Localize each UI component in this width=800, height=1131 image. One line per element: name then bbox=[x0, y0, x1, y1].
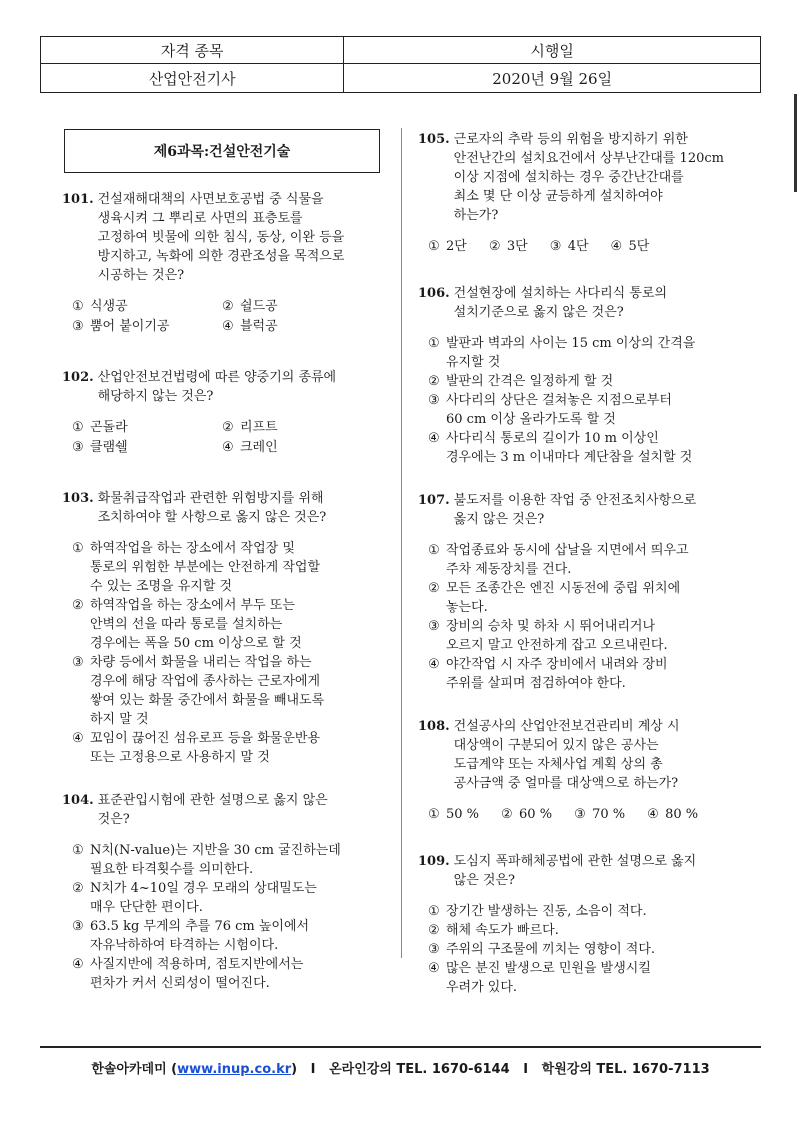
offline-lecture-phone: 학원강의 TEL. 1670-7113 bbox=[541, 1062, 710, 1077]
qualification-label: 자격 종목 bbox=[41, 37, 344, 64]
option-mark: ④ bbox=[428, 657, 440, 672]
page-footer bbox=[40, 1058, 761, 1077]
answer-options bbox=[428, 541, 748, 693]
option-1[interactable] bbox=[72, 841, 394, 879]
option-text: 크레인 bbox=[240, 440, 278, 455]
option-text: 장기간 발생하는 진동, 소음이 적다. bbox=[446, 904, 647, 919]
option-1[interactable] bbox=[72, 297, 222, 316]
option-text: 사다리식 통로의 길이가 10 m 이상인 경우에는 3 m 이내마다 계단참을 설치할 것 bbox=[446, 431, 693, 465]
option-text: 곤돌라 bbox=[90, 420, 128, 435]
option-3[interactable] bbox=[72, 917, 394, 955]
option-3[interactable] bbox=[574, 805, 625, 824]
question-stem: 근로자의 추락 등의 위험을 방지하기 위한 안전난간의 설치요건에서 상부난간대를 120cm 이상 지점에 설치하는 경우 중간난간대를 최소 몇 단 이상 균등하게 설치하여야 하는가? bbox=[453, 132, 724, 223]
footer-separator: I bbox=[310, 1062, 316, 1077]
online-lecture-phone: 온라인강의 TEL. 1670-6144 bbox=[329, 1062, 510, 1077]
option-mark: ④ bbox=[72, 957, 84, 972]
option-text: 식생공 bbox=[90, 299, 128, 314]
option-mark: ② bbox=[488, 239, 501, 254]
question-stem: 표준관입시험에 관한 설명으로 옳지 않은 것은? bbox=[97, 793, 328, 827]
option-1[interactable] bbox=[72, 418, 222, 437]
option-2[interactable] bbox=[428, 579, 748, 617]
option-2[interactable] bbox=[222, 297, 372, 316]
option-3[interactable] bbox=[72, 653, 394, 729]
option-1[interactable] bbox=[428, 541, 748, 579]
question-stem: 건설재해대책의 사면보호공법 중 식물을 생육시켜 그 뿌리로 사면의 표층토를 고정하여 빗물에 의한 침식, 동상, 이완 등을 방지하고, 녹화에 의한 경관조성을 목적으로 시공하는 것은? bbox=[97, 192, 345, 283]
exam-date-label: 시행일 bbox=[344, 37, 761, 64]
option-text: 야간작업 시 자주 장비에서 내려와 장비 주위를 살피며 점검하여야 한다. bbox=[446, 657, 668, 691]
option-4[interactable] bbox=[428, 655, 748, 693]
option-4[interactable] bbox=[428, 959, 748, 997]
option-text: 장비의 승차 및 하차 시 뛰어내리거나 오르지 말고 안전하게 잡고 오르내린다. bbox=[446, 619, 668, 653]
option-mark: ④ bbox=[428, 431, 440, 446]
option-text: N치(N-value)는 지반을 30 cm 굴진하는데 필요한 타격횟수를 의미한다. bbox=[90, 843, 341, 877]
answer-options bbox=[428, 237, 748, 256]
question-number: 102. bbox=[62, 370, 94, 385]
option-mark: ③ bbox=[428, 619, 440, 634]
option-text: 주위의 구조물에 끼치는 영향이 적다. bbox=[446, 942, 656, 957]
option-mark: ③ bbox=[72, 919, 84, 934]
option-1[interactable] bbox=[428, 805, 479, 824]
option-3[interactable] bbox=[72, 438, 222, 457]
option-text: 70 % bbox=[592, 807, 626, 822]
option-text: 발판의 간격은 일정하게 할 것 bbox=[446, 374, 614, 389]
question-107 bbox=[418, 491, 748, 693]
question-stem: 산업안전보건법령에 따른 양중기의 종류에 해당하지 않는 것은? bbox=[97, 370, 337, 404]
option-mark: ① bbox=[428, 336, 440, 351]
option-1[interactable] bbox=[428, 237, 467, 256]
option-2[interactable] bbox=[222, 418, 372, 437]
option-text: 리프트 bbox=[240, 420, 278, 435]
option-3[interactable] bbox=[428, 391, 748, 429]
question-stem: 건설현장에 설치하는 사다리식 통로의 설치기준으로 옳지 않은 것은? bbox=[453, 286, 667, 320]
option-mark: ③ bbox=[72, 655, 84, 670]
option-2[interactable] bbox=[428, 921, 748, 940]
option-2[interactable] bbox=[72, 596, 394, 653]
answer-options bbox=[428, 805, 748, 824]
option-mark: ④ bbox=[428, 961, 440, 976]
question-101 bbox=[62, 190, 394, 336]
option-1[interactable] bbox=[72, 539, 394, 596]
option-mark: ① bbox=[428, 543, 440, 558]
question-105 bbox=[418, 130, 748, 256]
option-3[interactable] bbox=[428, 617, 748, 655]
option-3[interactable] bbox=[550, 237, 589, 256]
option-text: 사다리의 상단은 걸쳐놓은 지점으로부터 60 cm 이상 올라가도록 할 것 bbox=[446, 393, 672, 427]
answer-options bbox=[72, 297, 394, 336]
option-text: 3단 bbox=[506, 239, 528, 254]
option-mark: ③ bbox=[72, 319, 84, 334]
option-4[interactable] bbox=[72, 955, 394, 993]
question-104 bbox=[62, 791, 394, 993]
footer-separator: I bbox=[523, 1062, 529, 1077]
option-text: 사질지반에 적용하며, 점토지반에서는 편차가 커서 신뢰성이 떨어진다. bbox=[90, 957, 304, 991]
option-mark: ① bbox=[72, 299, 84, 314]
answer-options bbox=[72, 418, 394, 457]
academy-name: 한솔아카데미 ( bbox=[91, 1062, 178, 1077]
option-text: 많은 분진 발생으로 민원을 발생시킬 우려가 있다. bbox=[446, 961, 651, 995]
option-text: 작업종료와 동시에 삽날을 지면에서 띄우고 주차 제동장치를 건다. bbox=[446, 543, 689, 577]
answer-options bbox=[72, 841, 394, 993]
option-mark: ③ bbox=[574, 807, 586, 822]
close-paren: ) bbox=[291, 1062, 298, 1077]
option-text: 블럭공 bbox=[240, 319, 278, 334]
option-mark: ③ bbox=[549, 239, 562, 254]
option-text: 80 % bbox=[665, 807, 699, 822]
footer-rule bbox=[40, 1046, 761, 1048]
option-mark: ② bbox=[222, 299, 234, 314]
option-mark: ② bbox=[501, 807, 513, 822]
question-number: 108. bbox=[418, 719, 450, 734]
subject-title: 제6과목:건설안전기술 bbox=[64, 129, 380, 173]
option-mark: ② bbox=[428, 374, 440, 389]
question-106 bbox=[418, 284, 748, 467]
academy-website-link[interactable]: www.inup.co.kr bbox=[177, 1062, 292, 1077]
option-4[interactable] bbox=[428, 429, 748, 467]
question-number: 105. bbox=[418, 132, 450, 147]
column-divider bbox=[401, 128, 402, 958]
question-stem: 화물취급작업과 관련한 위험방지를 위해 조치하여야 할 사항으로 옳지 않은 것은? bbox=[97, 491, 327, 525]
option-mark: ④ bbox=[610, 239, 623, 254]
right-column bbox=[418, 130, 748, 997]
option-text: 60 % bbox=[519, 807, 553, 822]
option-mark: ② bbox=[72, 598, 84, 613]
answer-options bbox=[428, 902, 748, 997]
option-mark: ① bbox=[72, 541, 84, 556]
option-mark: ① bbox=[428, 239, 440, 254]
exam-date-value: 2020년 9월 26일 bbox=[344, 64, 761, 93]
option-mark: ① bbox=[72, 420, 84, 435]
option-mark: ① bbox=[428, 807, 440, 822]
option-2[interactable] bbox=[428, 372, 748, 391]
question-stem: 불도저를 이용한 작업 중 안전조치사항으로 옳지 않은 것은? bbox=[453, 493, 697, 527]
option-text: 꼬임이 끊어진 섬유로프 등을 화물운반용 또는 고정용으로 사용하지 말 것 bbox=[90, 731, 321, 765]
question-stem: 건설공사의 산업안전보건관리비 계상 시 대상액이 구분되어 있지 않은 공사는 도급계약 또는 자체사업 계획 상의 총 공사금액 중 얼마를 대상액으로 하는가? bbox=[453, 719, 680, 791]
option-text: 하역작업을 하는 장소에서 작업장 및 통로의 위험한 부분에는 안전하게 작업할 수 있는 조명을 유지할 것 bbox=[90, 541, 321, 594]
option-4[interactable] bbox=[222, 438, 372, 457]
option-text: 2단 bbox=[446, 239, 467, 254]
option-text: 해체 속도가 빠르다. bbox=[446, 923, 559, 938]
page-edge-mark bbox=[794, 94, 797, 192]
question-number: 104. bbox=[62, 793, 94, 808]
option-text: 50 % bbox=[446, 807, 480, 822]
answer-options bbox=[72, 539, 394, 767]
question-stem: 도심지 폭파해체공법에 관한 설명으로 옳지 않은 것은? bbox=[453, 854, 697, 888]
option-text: 클램쉘 bbox=[90, 440, 128, 455]
option-text: 4단 bbox=[567, 239, 589, 254]
option-mark: ④ bbox=[72, 731, 84, 746]
option-4[interactable] bbox=[222, 317, 372, 336]
question-number: 103. bbox=[62, 491, 94, 506]
option-text: 쉴드공 bbox=[240, 299, 278, 314]
option-3[interactable] bbox=[428, 940, 748, 959]
exam-info-table bbox=[40, 36, 761, 93]
left-column bbox=[62, 190, 394, 993]
option-text: 63.5 kg 무게의 추를 76 cm 높이에서 자유낙하하여 타격하는 시험이다. bbox=[90, 919, 310, 953]
option-mark: ② bbox=[222, 420, 234, 435]
question-103 bbox=[62, 489, 394, 767]
option-2[interactable] bbox=[501, 805, 552, 824]
question-number: 101. bbox=[62, 192, 94, 207]
option-4[interactable] bbox=[611, 237, 650, 256]
question-number: 106. bbox=[418, 286, 450, 301]
option-text: N치가 4~10일 경우 모래의 상대밀도는 매우 단단한 편이다. bbox=[90, 881, 317, 915]
option-mark: ④ bbox=[222, 440, 234, 455]
option-mark: ① bbox=[72, 843, 84, 858]
option-mark: ③ bbox=[72, 440, 84, 455]
option-2[interactable] bbox=[489, 237, 528, 256]
option-1[interactable] bbox=[428, 902, 748, 921]
option-mark: ③ bbox=[428, 393, 440, 408]
question-number: 109. bbox=[418, 854, 450, 869]
option-4[interactable] bbox=[72, 729, 394, 767]
option-mark: ③ bbox=[428, 942, 440, 957]
option-text: 하역작업을 하는 장소에서 부두 또는 안벽의 선을 따라 통로를 설치하는 경우에는 폭을 50 cm 이상으로 할 것 bbox=[90, 598, 302, 651]
option-mark: ② bbox=[428, 581, 440, 596]
question-102 bbox=[62, 368, 394, 457]
option-mark: ② bbox=[72, 881, 84, 896]
option-text: 차량 등에서 화물을 내리는 작업을 하는 경우에 해당 작업에 종사하는 근로자에게 쌓여 있는 화물 중간에서 화물을 빼내도록 하지 말 것 bbox=[90, 655, 325, 727]
option-3[interactable] bbox=[72, 317, 222, 336]
option-mark: ④ bbox=[222, 319, 234, 334]
qualification-value: 산업안전기사 bbox=[41, 64, 344, 93]
option-mark: ② bbox=[428, 923, 440, 938]
question-number: 107. bbox=[418, 493, 450, 508]
option-1[interactable] bbox=[428, 334, 748, 372]
option-text: 발판과 벽과의 사이는 15 cm 이상의 간격을 유지할 것 bbox=[446, 336, 696, 370]
option-2[interactable] bbox=[72, 879, 394, 917]
question-108 bbox=[418, 717, 748, 824]
question-109 bbox=[418, 852, 748, 997]
option-mark: ④ bbox=[647, 807, 659, 822]
option-text: 모든 조종간은 엔진 시동전에 중립 위치에 놓는다. bbox=[446, 581, 681, 615]
answer-options bbox=[428, 334, 748, 467]
option-text: 5단 bbox=[628, 239, 650, 254]
option-mark: ① bbox=[428, 904, 440, 919]
option-4[interactable] bbox=[647, 805, 698, 824]
option-text: 뿜어 붙이기공 bbox=[90, 319, 170, 334]
